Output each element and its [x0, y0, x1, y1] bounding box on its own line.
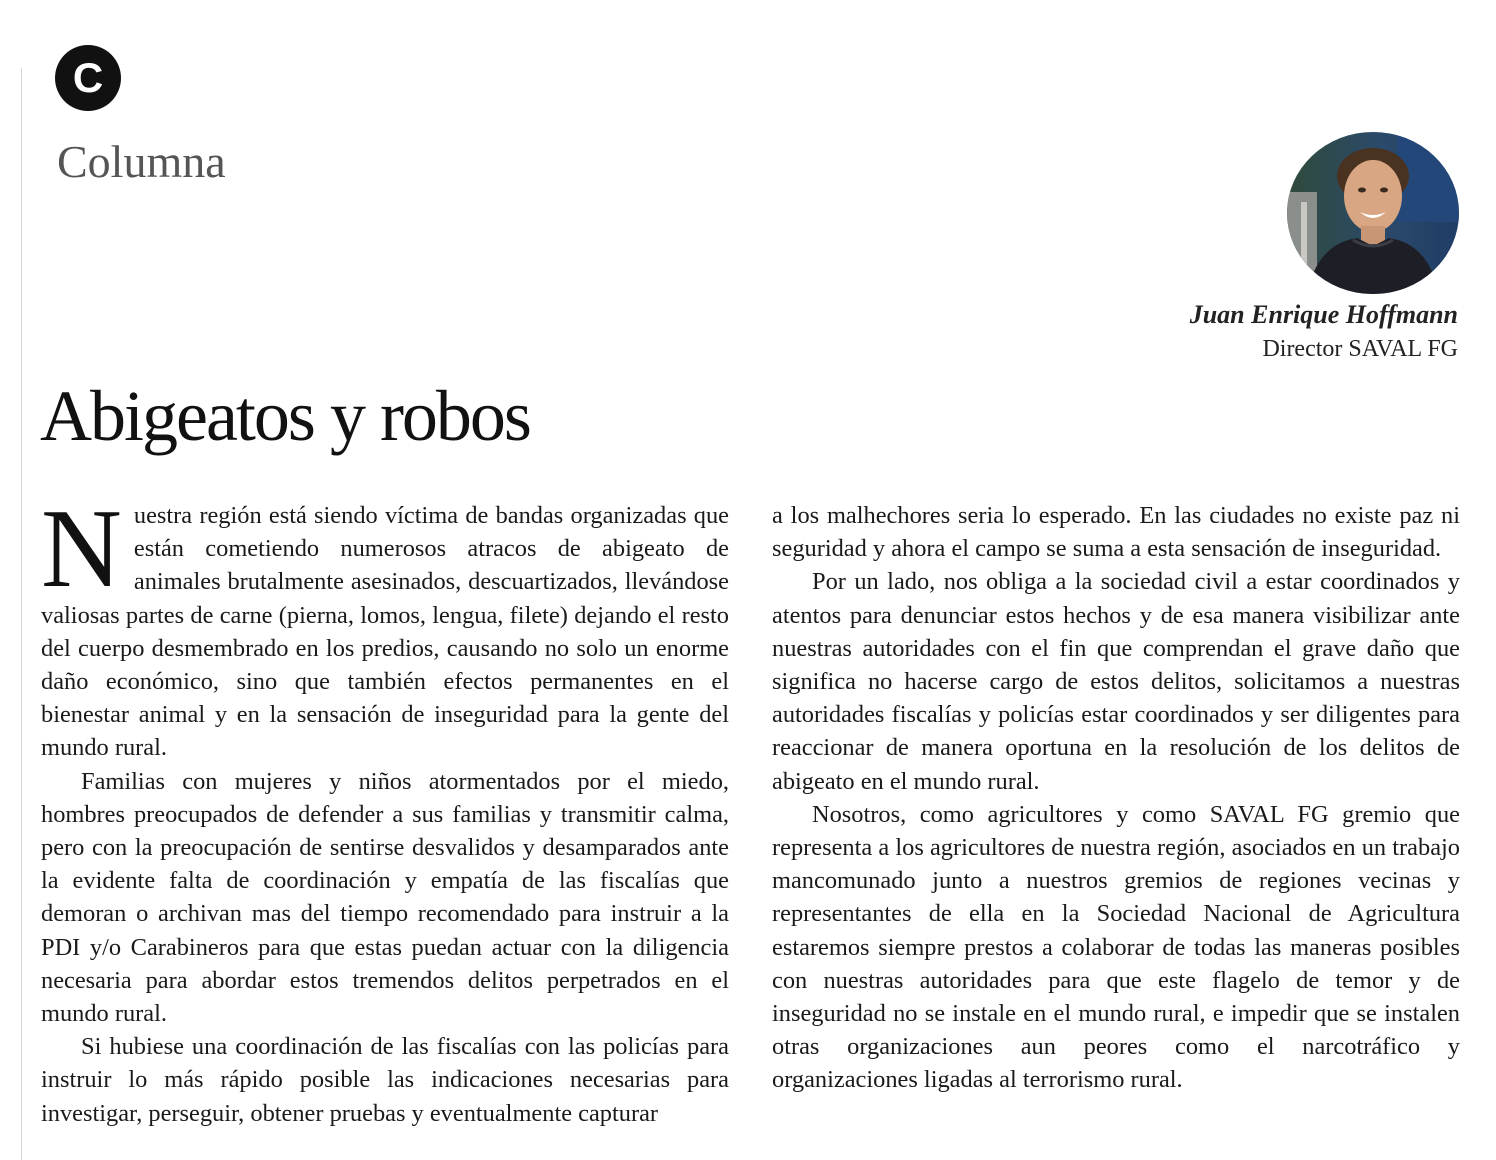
article-column-left [41, 487, 729, 1130]
drop-cap: N [41, 487, 122, 611]
article-column-right [772, 499, 1460, 1097]
paragraph-text: uestra región está siendo víctima de bandas organizadas que están cometiendo numerosos atracos de abigeato de animales brutalmente asesinados, descuartizados, llevándose valiosas partes de carne (pierna, lomos, lengua, filete) dejando el resto del cuerpo desmembrado en los predios, causando no solo un enorme daño económico, sino que también efectos permanentes en el bienestar animal y en la sensación de inseguridad para la gente del mundo rural. [41, 502, 729, 762]
author-photo [1287, 132, 1459, 294]
section-label: Columna [57, 136, 226, 187]
author-portrait-icon [1287, 132, 1459, 294]
article-paragraph [41, 487, 729, 765]
article-paragraph: Familias con mujeres y niños atormentados por el miedo, hombres preocupados de defender a sus familias y transmitir calma, pero con la preocupación de sentirse desvalidos y desamparados ante la evidente falta de coordinación y empatía de las fiscalías que demoran o archivan mas del tiempo recomendado para instruir a la PDI y/o Carabineros para que estas puedan actuar con la diligencia necesaria para abordar estos tremendos delitos perpetrados en el mundo rural. [41, 767, 729, 1028]
article-paragraph: Nosotros, como agricultores y como SAVAL FG gremio que representa a los agricultores de nuestra región, asociados en un trabajo mancomunado junto a nuestros gremios de regiones vecinas y representantes de ella en la Sociedad Nacional de Agricultura estaremos siempre prestos a colaborar de todas las maneras posibles con nuestras autoridades para que este flagelo de temor y de inseguridad no se instale en el mundo rural, e impedir que se instalen otras organizaciones aun peores como el narcotráfico y organizaciones ligadas al terrorismo rural. [772, 800, 1460, 1094]
author-role: Director SAVAL FG [1262, 336, 1458, 362]
section-badge: C [55, 45, 121, 111]
article-paragraph: a los malhechores seria lo esperado. En las ciudades no existe paz ni seguridad y ahora el campo se suma a esta sensación de inseguridad. [772, 502, 1460, 563]
author-name: Juan Enrique Hoffmann [1189, 300, 1458, 329]
article-paragraph: Por un lado, nos obliga a la sociedad civil a estar coordinados y atentos para denunciar estos hechos y de esa manera visibilizar ante nuestras autoridades con el fin que comprendan el grave daño que significa no hacerse cargo de estos delitos, solicitamos a nuestras autoridades fiscalías y policías estar coordinados y ser diligentes para reaccionar de manera oportuna en la resolución de los delitos de abigeato en el mundo rural. [772, 568, 1460, 795]
article-headline: Abigeatos y robos [40, 376, 530, 456]
article-paragraph: Si hubiese una coordinación de las fiscalías con las policías para instruir lo más rápido posible las indicaciones necesarias para investigar, perseguir, obtener pruebas y eventualmente capturar [41, 1033, 729, 1127]
page-edge-rule [21, 68, 22, 1160]
